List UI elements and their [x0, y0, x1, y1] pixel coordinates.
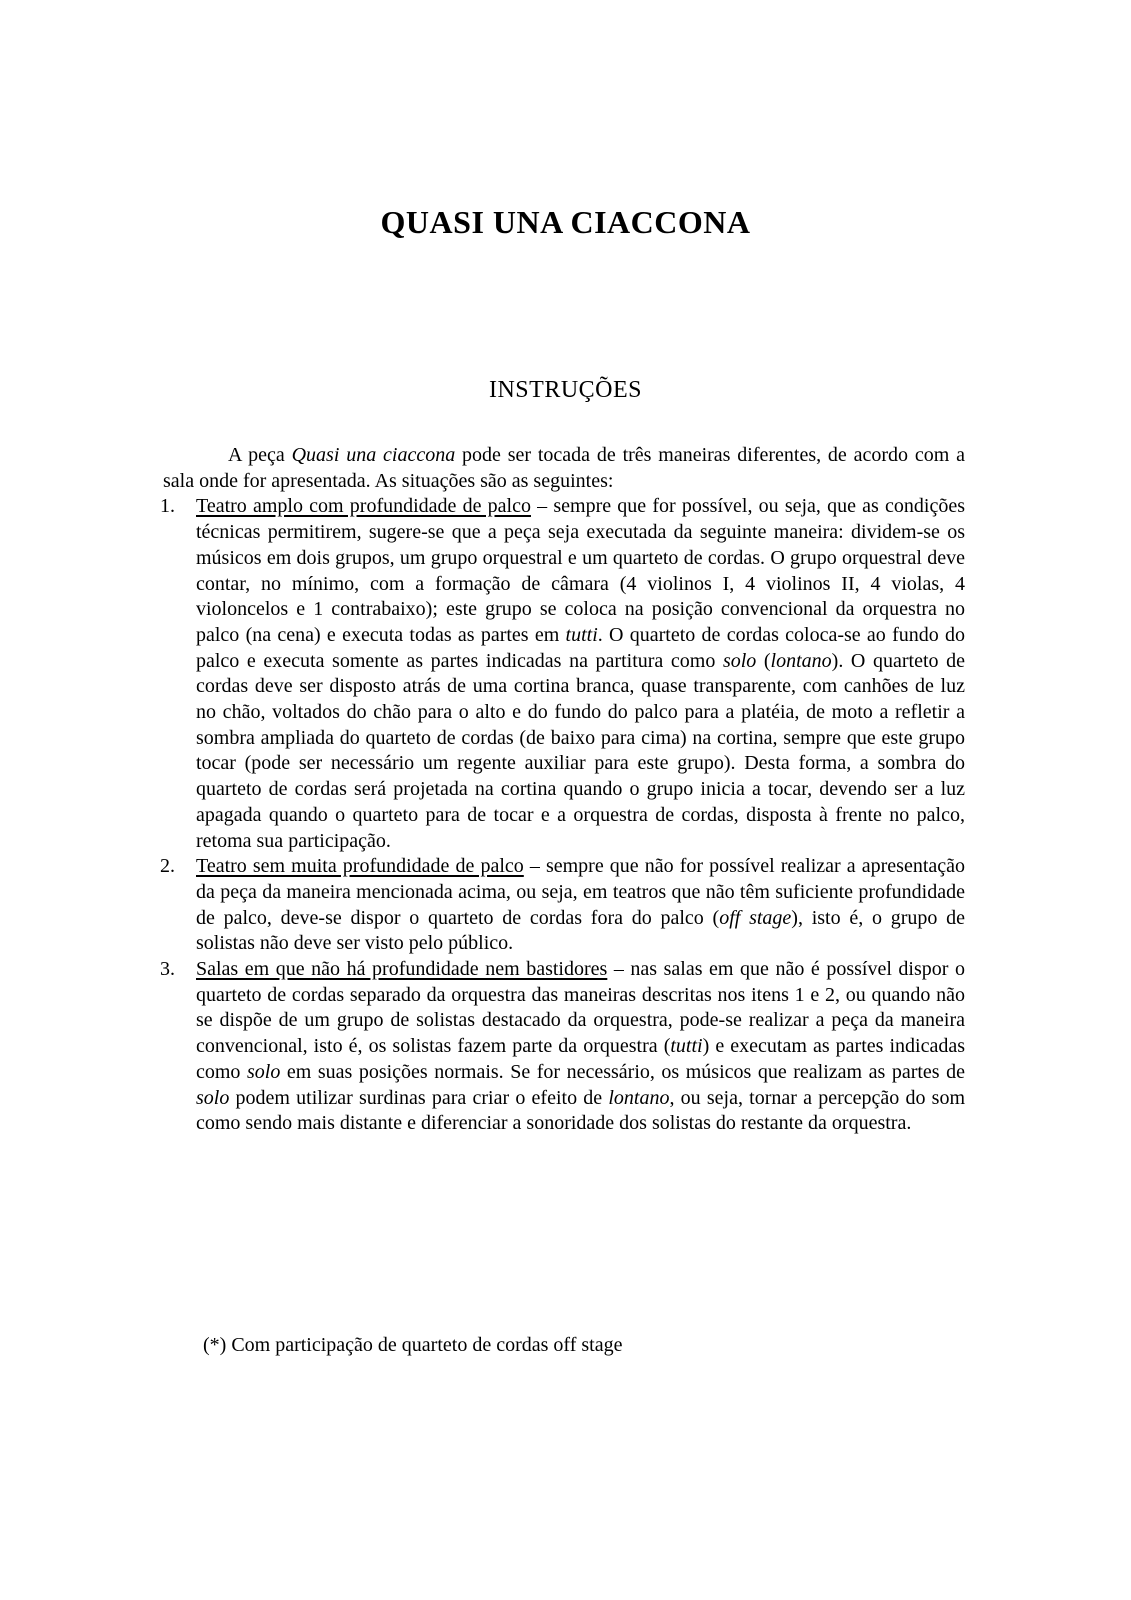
italic-text: Quasi una ciaccona — [291, 444, 456, 466]
text-run: . O quarteto de cordas coloca-se ao fundo do palco e executa somente as partes indicadas na partitura como — [196, 623, 965, 672]
italic-text: off stage — [719, 906, 792, 929]
list-item-text — [196, 495, 965, 851]
underlined-heading: Teatro sem muita profundidade de palco — [196, 855, 524, 878]
text-run: , ou seja, tornar a percepção do som como sendo mais distante e diferenciar a sonoridade dos solistas do restante da orquestra. — [196, 1086, 966, 1135]
italic-text: solo — [722, 649, 757, 672]
list-item-text — [196, 958, 965, 1134]
italic-text: solo — [196, 1086, 230, 1109]
footnote: (*) Com participação de quarteto de cordas off stage — [203, 1334, 623, 1356]
section-heading: INSTRUÇÕES — [488, 376, 643, 403]
text-run: – sempre que não for possível realizar a apresentação da peça da maneira mencionada acima, ou seja, em teatros que não têm suficiente profundidade de palco, deve-se dispor o quarteto de cordas fora do palco ( — [196, 855, 966, 929]
underlined-heading: Teatro amplo com profundidade de palco — [196, 495, 531, 518]
instructions-list — [160, 494, 966, 1137]
list-item-3 — [160, 957, 966, 1137]
intro-paragraph — [163, 443, 965, 494]
list-item-2 — [160, 854, 966, 957]
text-run: ). O quarteto de cordas deve ser disposto atrás de uma cortina branca, quase transparente, com canhões de luz no chão, voltados do chão para o alto e do fundo do palco para a platéia, de moto a refletir a sombra ampliada do quarteto de cordas (de baixo para cima) na cortina, sempre que este grupo tocar (pode ser necessário um regente auxiliar para este grupo). Desta forma, a sombra do quarteto de cordas será projetada na cortina quando o grupo inicia a tocar, devendo ser a luz apagada quando o quarteto para de tocar e a orquestra de cordas, disposta à frente no palco, retoma sua participação. — [196, 649, 965, 852]
text-run: pode ser tocada de três maneiras diferentes, de acordo com a sala onde for apresentada. As situações são as seguintes: — [163, 444, 965, 492]
italic-text: lontano — [608, 1086, 670, 1109]
underlined-heading: Salas em que não há profundidade nem bastidores — [196, 958, 608, 981]
document-title: QUASI UNA CIACCONA — [380, 204, 751, 241]
text-run: em suas posições normais. Se for necessário, os músicos que realizam as partes de — [280, 1060, 965, 1083]
italic-text: solo — [246, 1060, 281, 1083]
list-item-number: 1. — [160, 495, 175, 518]
list-item-text — [196, 855, 965, 954]
list-item-1 — [160, 494, 965, 854]
list-item-number: 3. — [160, 958, 175, 981]
list-item-number: 2. — [160, 855, 175, 878]
text-run: ), isto é, o grupo de solistas não deve ser visto pelo público. — [196, 906, 965, 955]
text-run: podem utilizar surdinas para criar o efeito de — [229, 1086, 609, 1109]
text-run: – sempre que for possível, ou seja, que as condições técnicas permitirem, sugere-se que a peça seja executada da seguinte maneira: dividem-se os músicos em dois grupos, um grupo orquestral e um quarteto de cordas. O grupo orquestral deve contar, no mínimo, com a formação de câmara (4 violinos I, 4 violinos II, 4 violas, 4 violoncelos e 1 contrabaixo); este grupo se coloca na posição convencional da orquestra no palco (na cena) e executa todas as partes em — [196, 495, 965, 646]
italic-text: tutti — [670, 1035, 703, 1058]
document-body — [160, 443, 966, 1137]
text-run: – nas salas em que não é possível dispor o quarteto de cordas separado da orquestra das maneiras descritas nos itens 1 e 2, ou quando não se dispõe de um grupo de solistas destacado da orquestra, pode-se realizar a peça da maneira convencional, isto é, os solistas fazem parte da orquestra ( — [196, 958, 965, 1058]
italic-text: lontano — [770, 649, 832, 672]
text-run: ( — [756, 649, 771, 672]
text-run: ) e executam as partes indicadas como — [196, 1035, 965, 1083]
italic-text: tutti — [565, 623, 598, 646]
text-run: A peça — [228, 444, 292, 466]
